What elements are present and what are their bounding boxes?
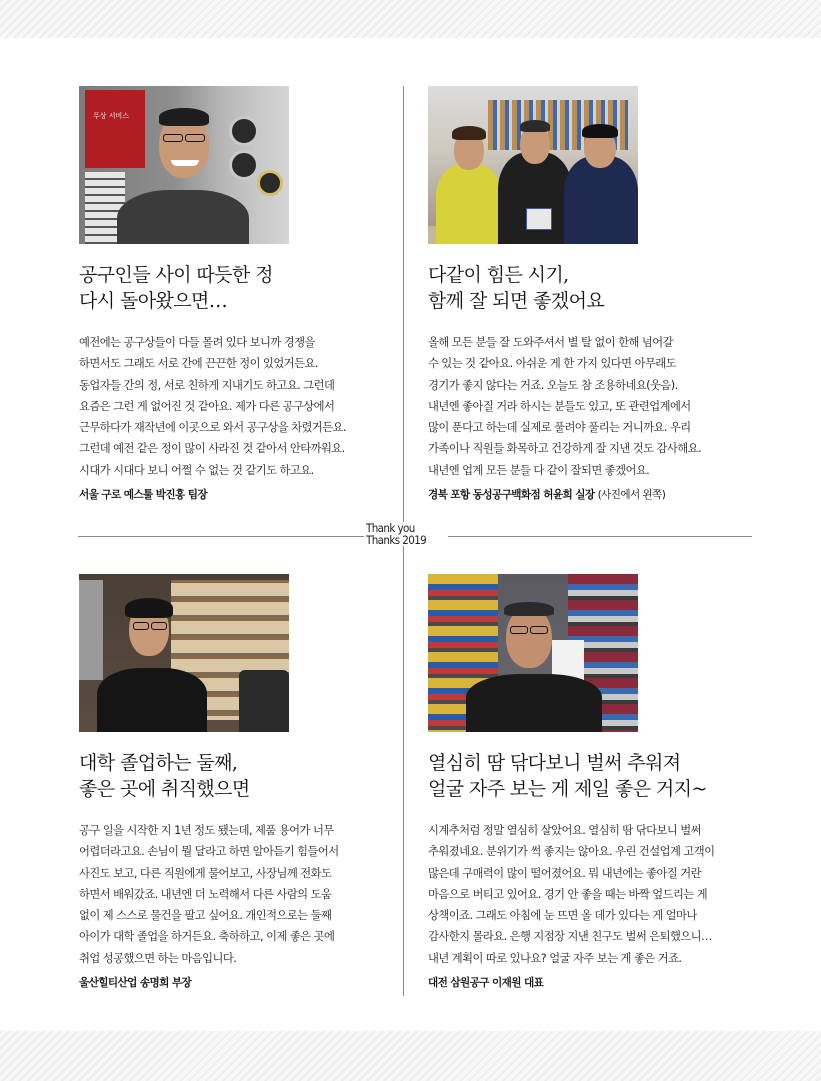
card-body-text: 예전에는 공구상들이 다들 몰려 있다 보니까 경쟁을 하면서도 그래도 서로 간에 끈끈한 정이 있었거든요. 동업자들 간의 정, 서로 친하게 지내기도 하고요. 그런데 요즘은 그런 게 없어진 것 같아요. 제가 다른 공구상에서 근무하다가 재작년에 이곳으로 와서 공구상을 차렸거든요. 그런데 예전 같은 정이 많이 사라진 것 같아서 안타까워요. 시대가 시대다 보니 어쩔 수 없는 것 같기도 하고요. <box>79 336 346 477</box>
horizontal-divider-left <box>78 536 364 537</box>
card-headline: 열심히 땀 닦다보니 벌써 추워져 얼굴 자주 보는 게 제일 좋은 거지~ <box>428 752 707 800</box>
interview-card-1 <box>79 86 419 502</box>
card-byline <box>428 975 768 990</box>
byline-name: 경북 포항 동성공구백화점 허윤희 실장 <box>428 489 595 502</box>
logo-line-1: Thank you <box>366 521 415 535</box>
card-byline <box>428 487 768 502</box>
byline-name: 울산힐티산업 송명희 부장 <box>79 977 192 990</box>
interview-card-4 <box>428 574 768 990</box>
card-body-text: 올해 모든 분들 잘 도와주셔서 별 탈 없이 한해 넘어갈 수 있는 것 같아요. 아쉬운 게 한 가지 있다면 아무래도 경기가 좋지 않다는 거죠. 오늘도 참 조용하네요(웃음). 내년엔 좋아질 거라 하시는 분들도 있고, 또 관련업계에서 많이 푼다고 하는데 실제로 풀려야 풀리는 거니까요. 우리 가족이나 직원들 화목하고 건강하게 잘 지낸 것도 감사해요. 내년엔 업계 모든 분들 다 같이 잘되면 좋겠어요. <box>428 336 702 477</box>
card-byline <box>79 975 419 990</box>
byline-name: 대전 삼원공구 이재원 대표 <box>428 977 544 990</box>
thanks-2019-logo <box>364 522 448 546</box>
horizontal-divider-right <box>440 536 752 537</box>
byline-note: (사진에서 왼쪽) <box>597 489 666 502</box>
interview-card-2 <box>428 86 768 502</box>
interview-photo-1 <box>79 86 289 244</box>
photo-sign-text: 무상 서비스 <box>93 112 130 120</box>
card-headline: 다같이 힘든 시기, 함께 잘 되면 좋겠어요 <box>428 264 605 312</box>
bottom-stripe-band <box>0 1031 821 1081</box>
interview-photo-2 <box>428 86 638 244</box>
interview-photo-3 <box>79 574 289 732</box>
card-body-text: 시계추처럼 정말 열심히 살았어요. 열심히 땀 닦다보니 벌써 추워졌네요. 분위기가 썩 좋지는 않아요. 우린 건설업계 고객이 많은데 구매력이 많이 떨어졌어요. 뭐 내년에는 좋아질 거란 마음으로 버티고 있어요. 경기 안 좋을 때는 바짝 엎드리는 게 상책이죠. 그래도 아침에 눈 뜨면 올 데가 있다는 게 얼마나 감사한지 몰라요. 은행 지점장 지낸 친구도 벌써 은퇴했으니… 내년 계획이 따로 있나요? 얼굴 자주 보는 게 좋은 거죠. <box>428 824 715 965</box>
card-byline <box>79 487 419 502</box>
top-stripe-band <box>0 0 821 38</box>
logo-line-2: Thanks 2019 <box>366 533 427 547</box>
interview-photo-4 <box>428 574 638 732</box>
card-body-text: 공구 일을 시작한 지 1년 정도 됐는데, 제품 용어가 너무 어렵더라고요. 손님이 뭘 달라고 하면 알아듣기 힘들어서 사진도 보고, 다른 직원에게 물어보고, 사장님께 전화도 하면서 배워갔죠. 내년엔 더 노력해서 다른 사람의 도움 없이 제 스스로 물건을 팔고 싶어요. 개인적으로는 둘째 아이가 대학 졸업을 하거든요. 축하하고, 이제 좋은 곳에 취업 성공했으면 하는 마음입니다. <box>79 824 339 965</box>
byline-name: 서울 구로 예스툴 박진홍 팀장 <box>79 489 207 502</box>
card-headline: 공구인들 사이 따듯한 정 다시 돌아왔으면… <box>79 264 273 312</box>
card-headline: 대학 졸업하는 둘째, 좋은 곳에 취직했으면 <box>79 752 250 800</box>
interview-card-3 <box>79 574 419 990</box>
